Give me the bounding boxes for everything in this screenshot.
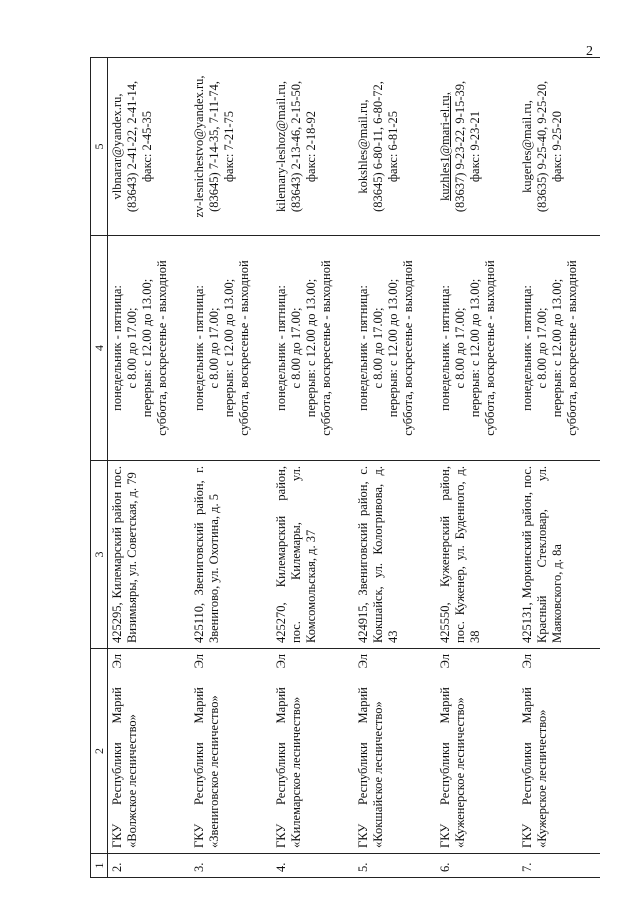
table-row xyxy=(518,58,600,878)
phone-numbers: (83637) 9-23-22, 9-15-39, xyxy=(453,80,468,213)
working-hours-line: суббота, воскресенье - выходной xyxy=(319,260,334,436)
forestry-name: ГКУ Республики Марий Эл «Килемарское лесничество» xyxy=(272,649,354,854)
working-hours-line: с 8.00 до 17.00; xyxy=(453,307,468,389)
rotated-table-container xyxy=(90,58,600,878)
working-hours-line: с 8.00 до 17.00; xyxy=(535,307,550,389)
row-number: 6. xyxy=(436,854,518,878)
working-hours-line: с 8.00 до 17.00; xyxy=(371,307,386,389)
working-hours xyxy=(354,236,436,461)
contact-info xyxy=(518,58,600,236)
contact-info xyxy=(108,58,191,236)
working-hours xyxy=(518,236,600,461)
working-hours-line: понедельник - пятница: xyxy=(438,285,453,411)
fax-number: факс: 2-45-35 xyxy=(140,110,155,183)
forestry-address: 425131, Моркинский район, пос. Красный Стекловар, ул. Маяковского, д. 8а xyxy=(518,461,600,649)
working-hours-line: суббота, воскресенье - выходной xyxy=(401,260,416,436)
working-hours-line: понедельник - пятница: xyxy=(110,285,125,411)
working-hours-line: понедельник - пятница: xyxy=(274,285,289,411)
email-link[interactable]: zv-lesnichestvo@yandex.ru, xyxy=(192,75,207,218)
column-header-1: 1 xyxy=(91,854,108,878)
working-hours-line: суббота, воскресенье - выходной xyxy=(155,260,170,436)
forestry-registry-table xyxy=(90,57,600,878)
phone-numbers: (83643) 2-41-22, 2-41-14, xyxy=(125,80,140,213)
forestry-name: ГКУ Республики Марий Эл «Звениговское лесничество» xyxy=(190,649,272,854)
table-row xyxy=(354,58,436,878)
fax-number: факс: 6-81-25 xyxy=(386,110,401,183)
working-hours xyxy=(108,236,191,461)
column-header-3: 3 xyxy=(91,461,108,649)
table-row xyxy=(108,58,191,878)
phone-numbers: (83643) 2-13-46, 2-15-50, xyxy=(289,80,304,213)
forestry-address: 425110, Звениговский район, г. Звенигово, ул. Охотина, д. 5 xyxy=(190,461,272,649)
working-hours xyxy=(272,236,354,461)
email-link[interactable]: kokshles@mail.ru, xyxy=(356,99,371,194)
email-link[interactable]: vlbnarar@yandex.ru, xyxy=(110,93,125,200)
working-hours-line: перерыв: с 12.00 до 13.00; xyxy=(222,278,237,418)
table-body xyxy=(108,58,600,878)
page-number: 2 xyxy=(586,44,593,59)
phone-numbers: (83635) 9-25-40, 9-25-20, xyxy=(535,80,550,213)
working-hours-line: перерыв: с 12.00 до 13.00; xyxy=(550,278,565,418)
column-header-4: 4 xyxy=(91,236,108,461)
working-hours-line: перерыв: с 12.00 до 13.00; xyxy=(304,278,319,418)
working-hours xyxy=(190,236,272,461)
forestry-address: 424915, Звениговский район, с. Кокшайск, ул. Кологривова, д. 43 xyxy=(354,461,436,649)
row-number: 2. xyxy=(108,854,191,878)
forestry-address: 425295, Килемарский район пос. Визимьяры, ул. Советская, д. 79 xyxy=(108,461,191,649)
row-number: 4. xyxy=(272,854,354,878)
working-hours-line: понедельник - пятница: xyxy=(520,285,535,411)
fax-number: факс: 9-25-20 xyxy=(550,110,565,183)
forestry-name: ГКУ Республики Марий Эл «Кокшайское лесничество» xyxy=(354,649,436,854)
contact-info xyxy=(354,58,436,236)
email-link[interactable]: kuzhles1@mari-el.ru, xyxy=(438,92,453,201)
contact-info xyxy=(436,58,518,236)
working-hours-line: с 8.00 до 17.00; xyxy=(125,307,140,389)
table-row xyxy=(190,58,272,878)
row-number: 7. xyxy=(518,854,600,878)
fax-number: факс: 2-18-92 xyxy=(304,110,319,183)
working-hours-line: суббота, воскресенье - выходной xyxy=(237,260,252,436)
phone-numbers: (83645) 6-80-11, 6-80-72, xyxy=(371,81,386,212)
row-number: 5. xyxy=(354,854,436,878)
working-hours-line: перерыв: с 12.00 до 13.00; xyxy=(468,278,483,418)
contact-info xyxy=(272,58,354,236)
fax-number: факс: 7-21-75 xyxy=(222,110,237,183)
email-link[interactable]: kilemary-leshoz@mail.ru, xyxy=(274,81,289,212)
row-number: 3. xyxy=(190,854,272,878)
table-row xyxy=(436,58,518,878)
fax-number: факс: 9-23-21 xyxy=(468,110,483,183)
table-row xyxy=(272,58,354,878)
contact-info xyxy=(190,58,272,236)
column-header-2: 2 xyxy=(91,649,108,854)
column-header-5: 5 xyxy=(91,58,108,236)
rotated-table xyxy=(90,58,600,878)
phone-numbers: (83645) 7-14-35, 7-11-74, xyxy=(207,81,222,212)
forestry-name: ГКУ Республики Марий Эл «Волжское лесничество» xyxy=(108,649,191,854)
forestry-name: ГКУ Республики Марий Эл «Кужерское лесничество» xyxy=(518,649,600,854)
working-hours-line: понедельник - пятница: xyxy=(356,285,371,411)
working-hours-line: с 8.00 до 17.00; xyxy=(289,307,304,389)
working-hours-line: суббота, воскресенье - выходной xyxy=(565,260,580,436)
working-hours-line: суббота, воскресенье - выходной xyxy=(483,260,498,436)
table-header-row xyxy=(91,58,108,878)
working-hours-line: понедельник - пятница: xyxy=(192,285,207,411)
working-hours xyxy=(436,236,518,461)
forestry-address: 425550, Куженерский район, пос. Куженер, ул. Буденного, д. 38 xyxy=(436,461,518,649)
working-hours-line: перерыв: с 12.00 до 13.00; xyxy=(386,278,401,418)
working-hours-line: с 8.00 до 17.00; xyxy=(207,307,222,389)
email-link[interactable]: kugerles@mail.ru, xyxy=(520,100,535,193)
forestry-address: 425270, Килемарский район, пос. Килемары, ул. Комсомольская, д. 37 xyxy=(272,461,354,649)
working-hours-line: перерыв: с 12.00 до 13.00; xyxy=(140,278,155,418)
forestry-name: ГКУ Республики Марий Эл «Куженерское лесничество» xyxy=(436,649,518,854)
